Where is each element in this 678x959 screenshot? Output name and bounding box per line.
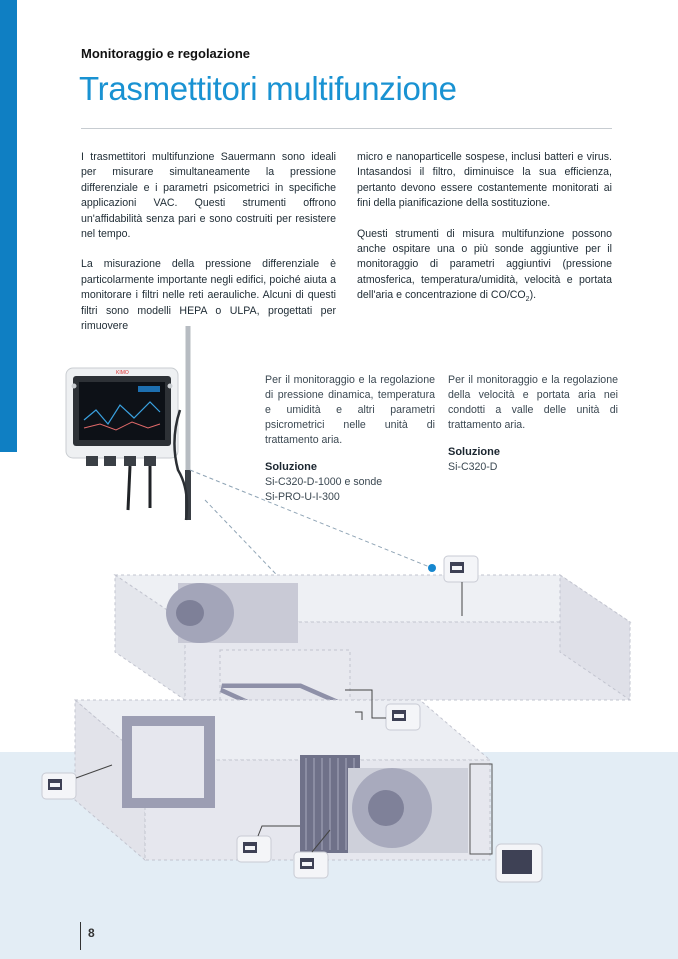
device-brand: KIMO	[116, 370, 129, 376]
probe	[174, 326, 188, 520]
paragraph: micro e nanoparticelle sospese, inclusi batteri e virus. Intasandosi il filtro, diminuisce la sua efficienza, pertanto devono essere costantemente monitorati ai fini della pianificazione della sostituzione.	[357, 151, 612, 210]
paragraph: I trasmettitori multifunzione Sauermann sono ideali per misurare simultaneamente la pressione differenziale e i parametri psicometrici in specifiche applicazioni VAC. Questi strumenti offrono un'affidabilità senza pari e sono costruiti per resistere nel tempo.	[81, 151, 336, 241]
solution-heading: Soluzione	[265, 461, 317, 473]
paragraph	[357, 227, 612, 308]
solution-code: Si-C320-D	[448, 461, 498, 473]
page-number: 8	[88, 926, 95, 940]
transmitter-device	[66, 368, 178, 510]
subscript-2: 2	[525, 296, 530, 304]
connector-line	[190, 470, 432, 568]
lower-duct	[75, 700, 492, 860]
page-title: Trasmettitori multifunzione	[79, 70, 457, 107]
upper-duct	[115, 575, 630, 700]
title-divider	[81, 128, 612, 129]
paragraph-text: Questi strumenti di misura multifunzione possono anche ospitare una o più sonde aggiuntive per il monitoraggio di parametri aggiuntivi (pressione atmosferica, temperatura/umidità, velocità e portata dell'aria e concentrazione di CO/CO	[357, 227, 612, 302]
paragraph-end: ).	[529, 289, 537, 302]
paragraph: La misurazione della pressione differenziale è particolarmente importante negli edifici, poiché aiuta a monitorare i filtri nelle reti aerauliche. Alcuni di questi filtri sono modelli HEPA o ULPA, progettati per rimuovere	[81, 258, 336, 333]
connector-dot	[428, 564, 436, 572]
hvac-illustration	[0, 300, 678, 900]
solution-code: Si-PRO-U-I-300	[265, 491, 340, 503]
section-label: Monitoraggio e regolazione	[81, 46, 251, 61]
solution-code: Si-C320-D-1000 e sonde	[265, 476, 383, 488]
text-column-right	[357, 150, 612, 323]
solution-description: Per il monitoraggio e la regolazione di pressione dinamica, temperatura e umidità e altri parametri psicrometrici nelle unità di trattamento aria.	[265, 374, 435, 446]
page-number-rule	[80, 922, 81, 950]
solution-description: Per il monitoraggio e la regolazione della velocità e portata aria nei condotti a valle delle unità di trattamento aria.	[448, 374, 618, 431]
sensor-box	[496, 844, 542, 882]
solution-heading: Soluzione	[448, 446, 500, 458]
